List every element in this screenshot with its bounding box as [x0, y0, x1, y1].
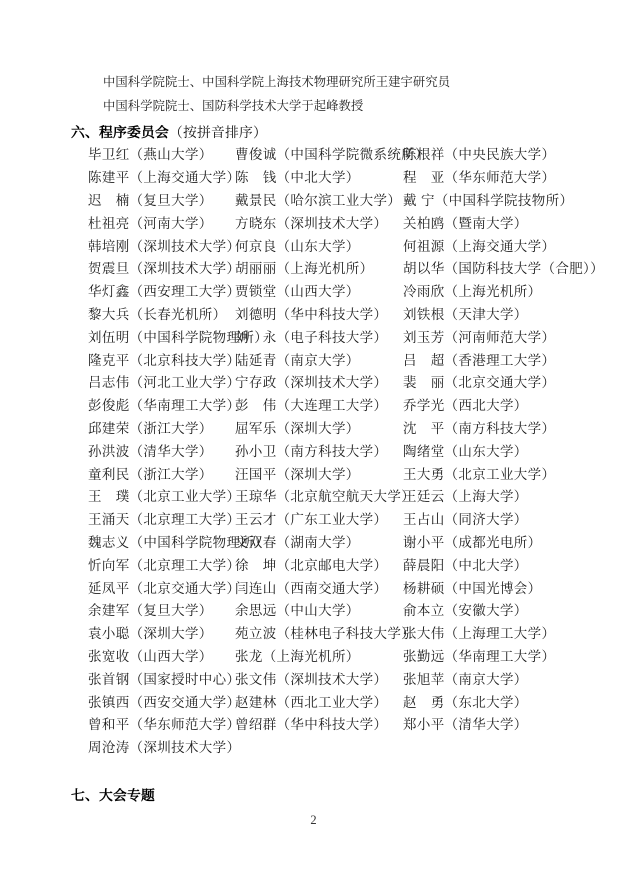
- member-entry: 陆延青（南京大学）: [235, 352, 360, 368]
- member-entry: 乔学光（西北大学）: [403, 398, 528, 414]
- committee-row: [88, 233, 618, 256]
- member-entry: 周沧涛（深圳技术大学）: [88, 740, 241, 756]
- member-entry: 韩培刚（深圳技术大学）: [88, 238, 241, 254]
- member-entry: 王大勇（北京工业大学）: [403, 466, 556, 482]
- committee-row: [88, 666, 618, 689]
- member-entry: 王琼华（北京航空航天大学）: [235, 489, 416, 505]
- honorary-chairs-block: [103, 70, 450, 118]
- member-entry: 王占山（同济大学）: [403, 512, 528, 528]
- member-entry: 忻向军（北京理工大学）: [88, 557, 241, 573]
- member-entry: 张宽收（山西大学）: [88, 648, 213, 664]
- honorary-chair-line: 中国科学院院士、国防科学技术大学于起峰教授: [103, 99, 364, 113]
- member-entry: 苑立波（桂林电子科技大学）: [235, 626, 416, 642]
- member-entry: 汪国平（深圳大学）: [235, 466, 360, 482]
- member-entry: 吕 超（香港理工大学）: [403, 352, 556, 368]
- committee-row: [88, 735, 618, 758]
- member-entry: 屈军乐（深圳大学）: [235, 420, 360, 436]
- member-entry: 彭 伟（大连理工大学）: [235, 398, 388, 414]
- committee-row: [88, 302, 618, 325]
- member-entry: 关柏鸥（暨南大学）: [403, 215, 528, 231]
- member-entry: 文双春（湖南大学）: [235, 534, 360, 550]
- committee-row: [88, 598, 618, 621]
- section-6-title: 六、程序委员会: [71, 125, 169, 140]
- member-entry: 俞本立（安徽大学）: [403, 603, 528, 619]
- member-entry: 郑小平（清华大学）: [403, 717, 528, 733]
- member-entry: 延凤平（北京交通大学）: [88, 580, 241, 596]
- member-entry: 魏志义（中国科学院物理所）: [88, 534, 269, 550]
- member-entry: 何祖源（上海交通大学）: [403, 238, 556, 254]
- committee-row: [88, 416, 618, 439]
- member-entry: 刘铁根（天津大学）: [403, 306, 528, 322]
- member-entry: 刘 永（电子科技大学）: [235, 329, 388, 345]
- member-entry: 张大伟（上海理工大学）: [403, 626, 556, 642]
- member-entry: 童利民（浙江大学）: [88, 466, 213, 482]
- section-6-note: （按拼音排序）: [168, 125, 267, 140]
- member-entry: 宁存政（深圳技术大学）: [235, 375, 388, 391]
- committee-row: [88, 165, 618, 188]
- member-entry: 陈建平（上海交通大学）: [88, 170, 241, 186]
- member-entry: 隆克平（北京科技大学）: [88, 352, 241, 368]
- member-entry: 王廷云（上海大学）: [403, 489, 528, 505]
- committee-row: [88, 142, 618, 165]
- committee-row: [88, 712, 618, 735]
- committee-row: [88, 393, 618, 416]
- committee-row: [88, 188, 618, 211]
- member-entry: 胡丽丽（上海光机所）: [235, 261, 374, 277]
- member-entry: 彭俊彪（华南理工大学）: [88, 398, 241, 414]
- member-entry: 黎大兵（长春光机所）: [88, 306, 227, 322]
- member-entry: 孙小卫（南方科技大学）: [235, 443, 388, 459]
- member-entry: 徐 坤（北京邮电大学）: [235, 557, 388, 573]
- committee-row: [88, 461, 618, 484]
- committee-row: [88, 689, 618, 712]
- committee-row: [88, 507, 618, 530]
- member-entry: 张文伟（深圳技术大学）: [235, 671, 388, 687]
- member-entry: 袁小聪（深圳大学）: [88, 626, 213, 642]
- member-entry: 王云才（广东工业大学）: [235, 512, 388, 528]
- member-entry: 陈根祥（中央民族大学）: [403, 147, 556, 163]
- member-entry: 裴 丽（北京交通大学）: [403, 375, 556, 391]
- member-entry: 胡以华（国防科技大学（合肥））: [403, 261, 604, 277]
- committee-row: [88, 324, 618, 347]
- member-entry: 赵建林（西北工业大学）: [235, 694, 388, 710]
- member-entry: 陈 钱（中北大学）: [235, 170, 360, 186]
- committee-row: [88, 370, 618, 393]
- member-entry: 华灯鑫（西安理工大学）: [88, 284, 241, 300]
- member-entry: 王 璞（北京工业大学）: [88, 489, 241, 505]
- member-entry: 方晓东（深圳技术大学）: [235, 215, 388, 231]
- member-entry: 沈 平（南方科技大学）: [403, 420, 556, 436]
- member-entry: 刘伍明（中国科学院物理所）: [88, 329, 269, 345]
- section-7-heading: 七、大会专题: [71, 788, 155, 803]
- member-entry: 王涌天（北京理工大学）: [88, 512, 241, 528]
- member-entry: 张镇西（西安交通大学）: [88, 694, 241, 710]
- member-entry: 刘德明（华中科技大学）: [235, 306, 388, 322]
- member-entry: 邱建荣（浙江大学）: [88, 420, 213, 436]
- committee-list: [88, 142, 618, 758]
- member-entry: 谢小平（成都光电所）: [403, 534, 542, 550]
- member-entry: 贺震旦（深圳技术大学）: [88, 261, 241, 277]
- member-entry: 曾绍群（华中科技大学）: [235, 717, 388, 733]
- member-entry: 毕卫红（燕山大学）: [88, 147, 213, 163]
- member-entry: 孙洪波（清华大学）: [88, 443, 213, 459]
- member-entry: 贾锁堂（山西大学）: [235, 284, 360, 300]
- committee-row: [88, 530, 618, 553]
- member-entry: 冷雨欣（上海光机所）: [403, 284, 542, 300]
- committee-row: [88, 621, 618, 644]
- committee-row: [88, 644, 618, 667]
- member-entry: 薛晨阳（中北大学）: [403, 557, 528, 573]
- member-entry: 杜祖亮（河南大学）: [88, 215, 213, 231]
- member-entry: 程 亚（华东师范大学）: [403, 170, 556, 186]
- committee-row: [88, 256, 618, 279]
- member-entry: 余思远（中山大学）: [235, 603, 360, 619]
- member-entry: 余建军（复旦大学）: [88, 603, 213, 619]
- member-entry: 杨耕硕（中国光博会）: [403, 580, 542, 596]
- member-entry: 何京良（山东大学）: [235, 238, 360, 254]
- committee-row: [88, 438, 618, 461]
- committee-row: [88, 552, 618, 575]
- member-entry: 戴景民（哈尔滨工业大学）: [235, 192, 402, 208]
- committee-row: [88, 347, 618, 370]
- member-entry: 张旭苹（南京大学）: [403, 671, 528, 687]
- member-entry: 曾和平（华东师范大学）: [88, 717, 241, 733]
- member-entry: 张首钢（国家授时中心）: [88, 671, 241, 687]
- member-entry: 戴 宁（中国科学院技物所）: [403, 192, 574, 208]
- committee-row: [88, 484, 618, 507]
- committee-row: [88, 210, 618, 233]
- member-entry: 陶绪堂（山东大学）: [403, 443, 528, 459]
- member-entry: 张勤远（华南理工大学）: [403, 648, 556, 664]
- member-entry: 吕志伟（河北工业大学）: [88, 375, 241, 391]
- section-6-heading: [71, 126, 267, 140]
- member-entry: 刘玉芳（河南师范大学）: [403, 329, 556, 345]
- member-entry: 曹俊诚（中国科学院微系统所）: [235, 147, 429, 163]
- page-number: 2: [310, 813, 317, 827]
- member-entry: 赵 勇（东北大学）: [403, 694, 528, 710]
- honorary-chair-line: 中国科学院院士、中国科学院上海技术物理研究所王建宇研究员: [103, 75, 451, 89]
- member-entry: 迟 楠（复旦大学）: [88, 192, 213, 208]
- member-entry: 闫连山（西南交通大学）: [235, 580, 388, 596]
- committee-row: [88, 575, 618, 598]
- member-entry: 张龙（上海光机所）: [235, 648, 360, 664]
- committee-row: [88, 279, 618, 302]
